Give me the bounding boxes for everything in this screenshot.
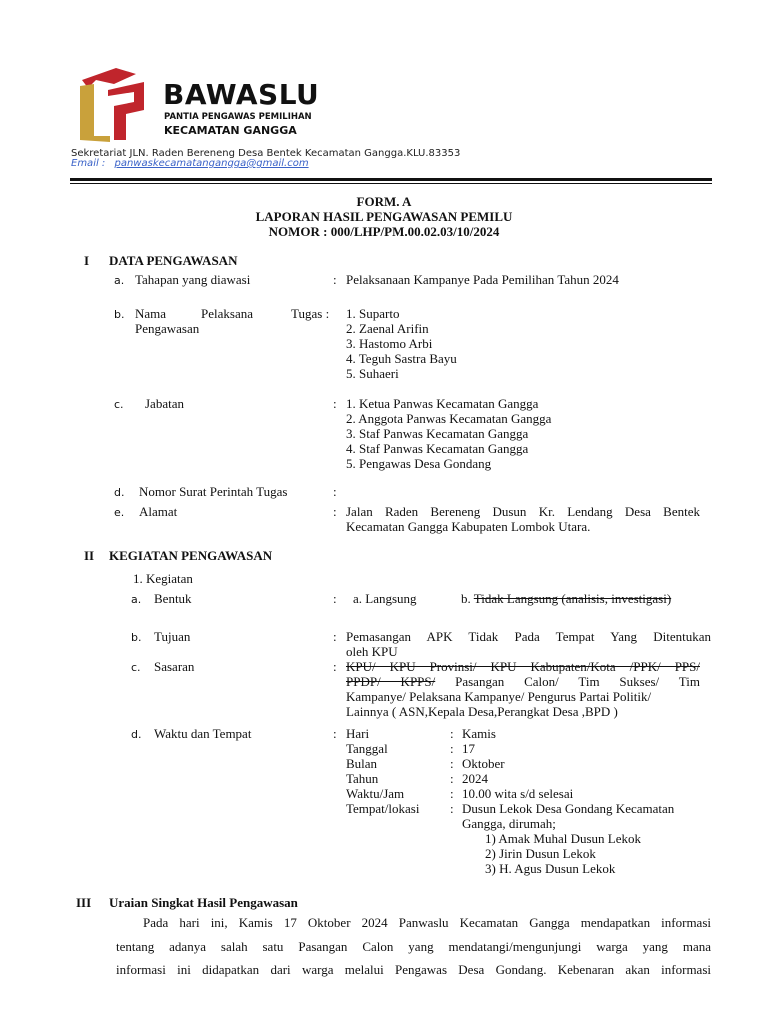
time-colons: : : : : : : (450, 726, 454, 816)
tujuan-colon: : (333, 629, 337, 644)
list-item: 5. Pengawas Desa Gondang (346, 456, 492, 471)
house-list (485, 831, 641, 876)
item-c-colon: : (333, 396, 337, 411)
time-value: 10.00 wita s/d selesai (462, 786, 574, 801)
section-2-number: II (84, 548, 95, 563)
form-label: FORM. A (356, 194, 412, 209)
address-value-line-1: Jalan Raden Bereneng Dusun Kr. Lendang Desa Bentek (346, 504, 700, 519)
item-d-letter: d. (114, 486, 125, 499)
list-item: 1. Suparto (346, 306, 400, 321)
struck-text: PPDP/ KPPS/ (346, 674, 436, 689)
list-item: 1. Ketua Panwas Kecamatan Gangga (346, 396, 539, 411)
item-b-letter: b. (114, 308, 125, 321)
time-label: Waktu/Jam (346, 786, 405, 801)
item-b-label-word-3: Tugas : (291, 306, 330, 321)
item-e-colon: : (333, 504, 337, 519)
logo-gold-shape (80, 84, 110, 142)
address-line: Sekretariat JLN. Raden Bereneng Desa Bentek Kecamatan Gangga.KLU.83353 (71, 148, 461, 159)
header-rule-thin (70, 183, 712, 184)
sasaran-line-4: Lainnya ( ASN,Kepala Desa,Perangkat Desa ,BPD ) (346, 704, 618, 719)
waktu-colon: : (333, 726, 337, 741)
bentuk-letter: a. (131, 593, 142, 606)
section-3-heading: Uraian Singkat Hasil Pengawasan (109, 895, 298, 910)
list-item: 4. Staf Panwas Kecamatan Gangga (346, 441, 529, 456)
sasaran-label: Sasaran (154, 659, 195, 674)
list-item: 1) Amak Muhal Dusun Lekok (485, 831, 641, 846)
time-value: Oktober (462, 756, 505, 771)
summary-line-1: Pada hari ini, Kamis 17 Oktober 2024 Panwaslu Kecamatan Gangga mendapatkan informasi (143, 915, 711, 930)
list-item: 2. Anggota Panwas Kecamatan Gangga (346, 411, 552, 426)
time-value: 2024 (462, 771, 488, 786)
item-e-letter: e. (114, 506, 125, 519)
sasaran-line-1: KPU/ KPU Provinsi/ KPU Kabupaten/Kota /PPK/ PPS/ (346, 659, 700, 674)
tujuan-value-line-1: Pemasangan APK Tidak Pada Tempat Yang Ditentukan (346, 629, 711, 644)
waktu-letter: d. (131, 728, 142, 741)
item-b-label-word-1: Nama (135, 306, 167, 321)
position-list (346, 396, 551, 471)
item-b-label-word-2: Pelaksana (201, 306, 253, 321)
report-number: NOMOR : 000/LHP/PM.00.02.03/10/2024 (268, 224, 500, 239)
sasaran-line-3: Kampanye/ Pelaksana Kampanye/ Pengurus Partai Politik/ (346, 689, 652, 704)
location-continuation: Gangga, dirumah; (462, 816, 556, 831)
address-value-line-2: Kecamatan Gangga Kabupaten Lombok Utara. (346, 519, 591, 534)
summary-line-3: informasi ini didapatkan dari warga melalui Pengawas Desa Gondang. Kebenaran akan informasi (116, 962, 711, 977)
header-rule-thick (70, 178, 712, 181)
org-subtitle-1: PANTIA PENGAWAS PEMILIHAN (164, 112, 312, 122)
time-value: Kamis (462, 726, 496, 741)
list-item: 3. Hastomo Arbi (346, 336, 433, 351)
list-item: 4. Teguh Sastra Bayu (346, 351, 457, 366)
section-1-number: I (84, 253, 90, 268)
struck-text: Tidak Langsung (analisis, investigasi) (473, 591, 672, 606)
kegiatan-label: 1. Kegiatan (133, 571, 193, 586)
waktu-label: Waktu dan Tempat (154, 726, 252, 741)
org-subtitle-2: KECAMATAN GANGGA (164, 124, 297, 137)
item-a-label: Tahapan yang diawasi (135, 272, 251, 287)
logo-red-right (108, 82, 144, 140)
tujuan-letter: b. (131, 631, 142, 644)
item-a-value: Pelaksanaan Kampanye Pada Pemilihan Tahun 2024 (346, 272, 619, 287)
item-c-label: Jabatan (145, 396, 184, 411)
report-title: LAPORAN HASIL PENGAWASAN PEMILU (255, 209, 513, 224)
section-3-number: III (76, 895, 92, 910)
list-item: 2) Jirin Dusun Lekok (485, 846, 596, 861)
time-value: Dusun Lekok Desa Gondang Kecamatan (462, 801, 675, 816)
item-c-letter: c. (114, 398, 124, 411)
org-name: BAWASLU (163, 78, 320, 111)
bawaslu-logo (74, 64, 164, 144)
time-label: Bulan (346, 756, 378, 771)
time-values (462, 726, 674, 831)
list-item: 2. Zaenal Arifin (346, 321, 429, 336)
bentuk-colon: : (333, 591, 337, 606)
list-item: 5. Suhaeri (346, 366, 399, 381)
email-link[interactable]: panwaskecamatangangga@gmail.com (114, 158, 309, 169)
time-label: Tempat/lokasi (346, 801, 420, 816)
item-e-label: Alamat (139, 504, 178, 519)
section-2-heading: KEGIATAN PENGAWASAN (109, 548, 273, 563)
item-d-colon: : (333, 484, 337, 499)
summary-line-2: tentang adanya salah satu Pasangan Calon yang mendatangi/mengunjungi warga yang mana (116, 939, 711, 954)
list-item: 3. Staf Panwas Kecamatan Gangga (346, 426, 529, 441)
list-item: 3) H. Agus Dusun Lekok (485, 861, 616, 876)
time-label: Hari (346, 726, 370, 741)
email-label: Email : (71, 158, 106, 169)
officer-list (346, 306, 457, 381)
item-d-label: Nomor Surat Perintah Tugas (139, 484, 288, 499)
time-labels (346, 726, 419, 816)
section-1-heading: DATA PENGAWASAN (109, 253, 238, 268)
time-value: 17 (462, 741, 475, 756)
email-line (71, 158, 309, 169)
bentuk-option-langsung: a. Langsung (353, 591, 417, 606)
item-a-colon: : (333, 272, 337, 287)
item-a-letter: a. (114, 274, 125, 287)
bentuk-label: Bentuk (154, 591, 192, 606)
sasaran-letter: c. (131, 661, 141, 674)
time-label: Tahun (346, 771, 379, 786)
time-label: Tanggal (346, 741, 388, 756)
tujuan-label: Tujuan (154, 629, 191, 644)
tujuan-value-line-2: oleh KPU (346, 644, 398, 659)
sasaran-colon: : (333, 659, 337, 674)
bentuk-option-tidak-langsung: b. Tidak Langsung (analisis, investigasi) (461, 591, 672, 606)
item-b-label-line-2: Pengawasan (135, 321, 200, 336)
sasaran-line-2: PPDP/ KPPS/ Pasangan Calon/ Tim Sukses/ Tim (346, 674, 700, 689)
